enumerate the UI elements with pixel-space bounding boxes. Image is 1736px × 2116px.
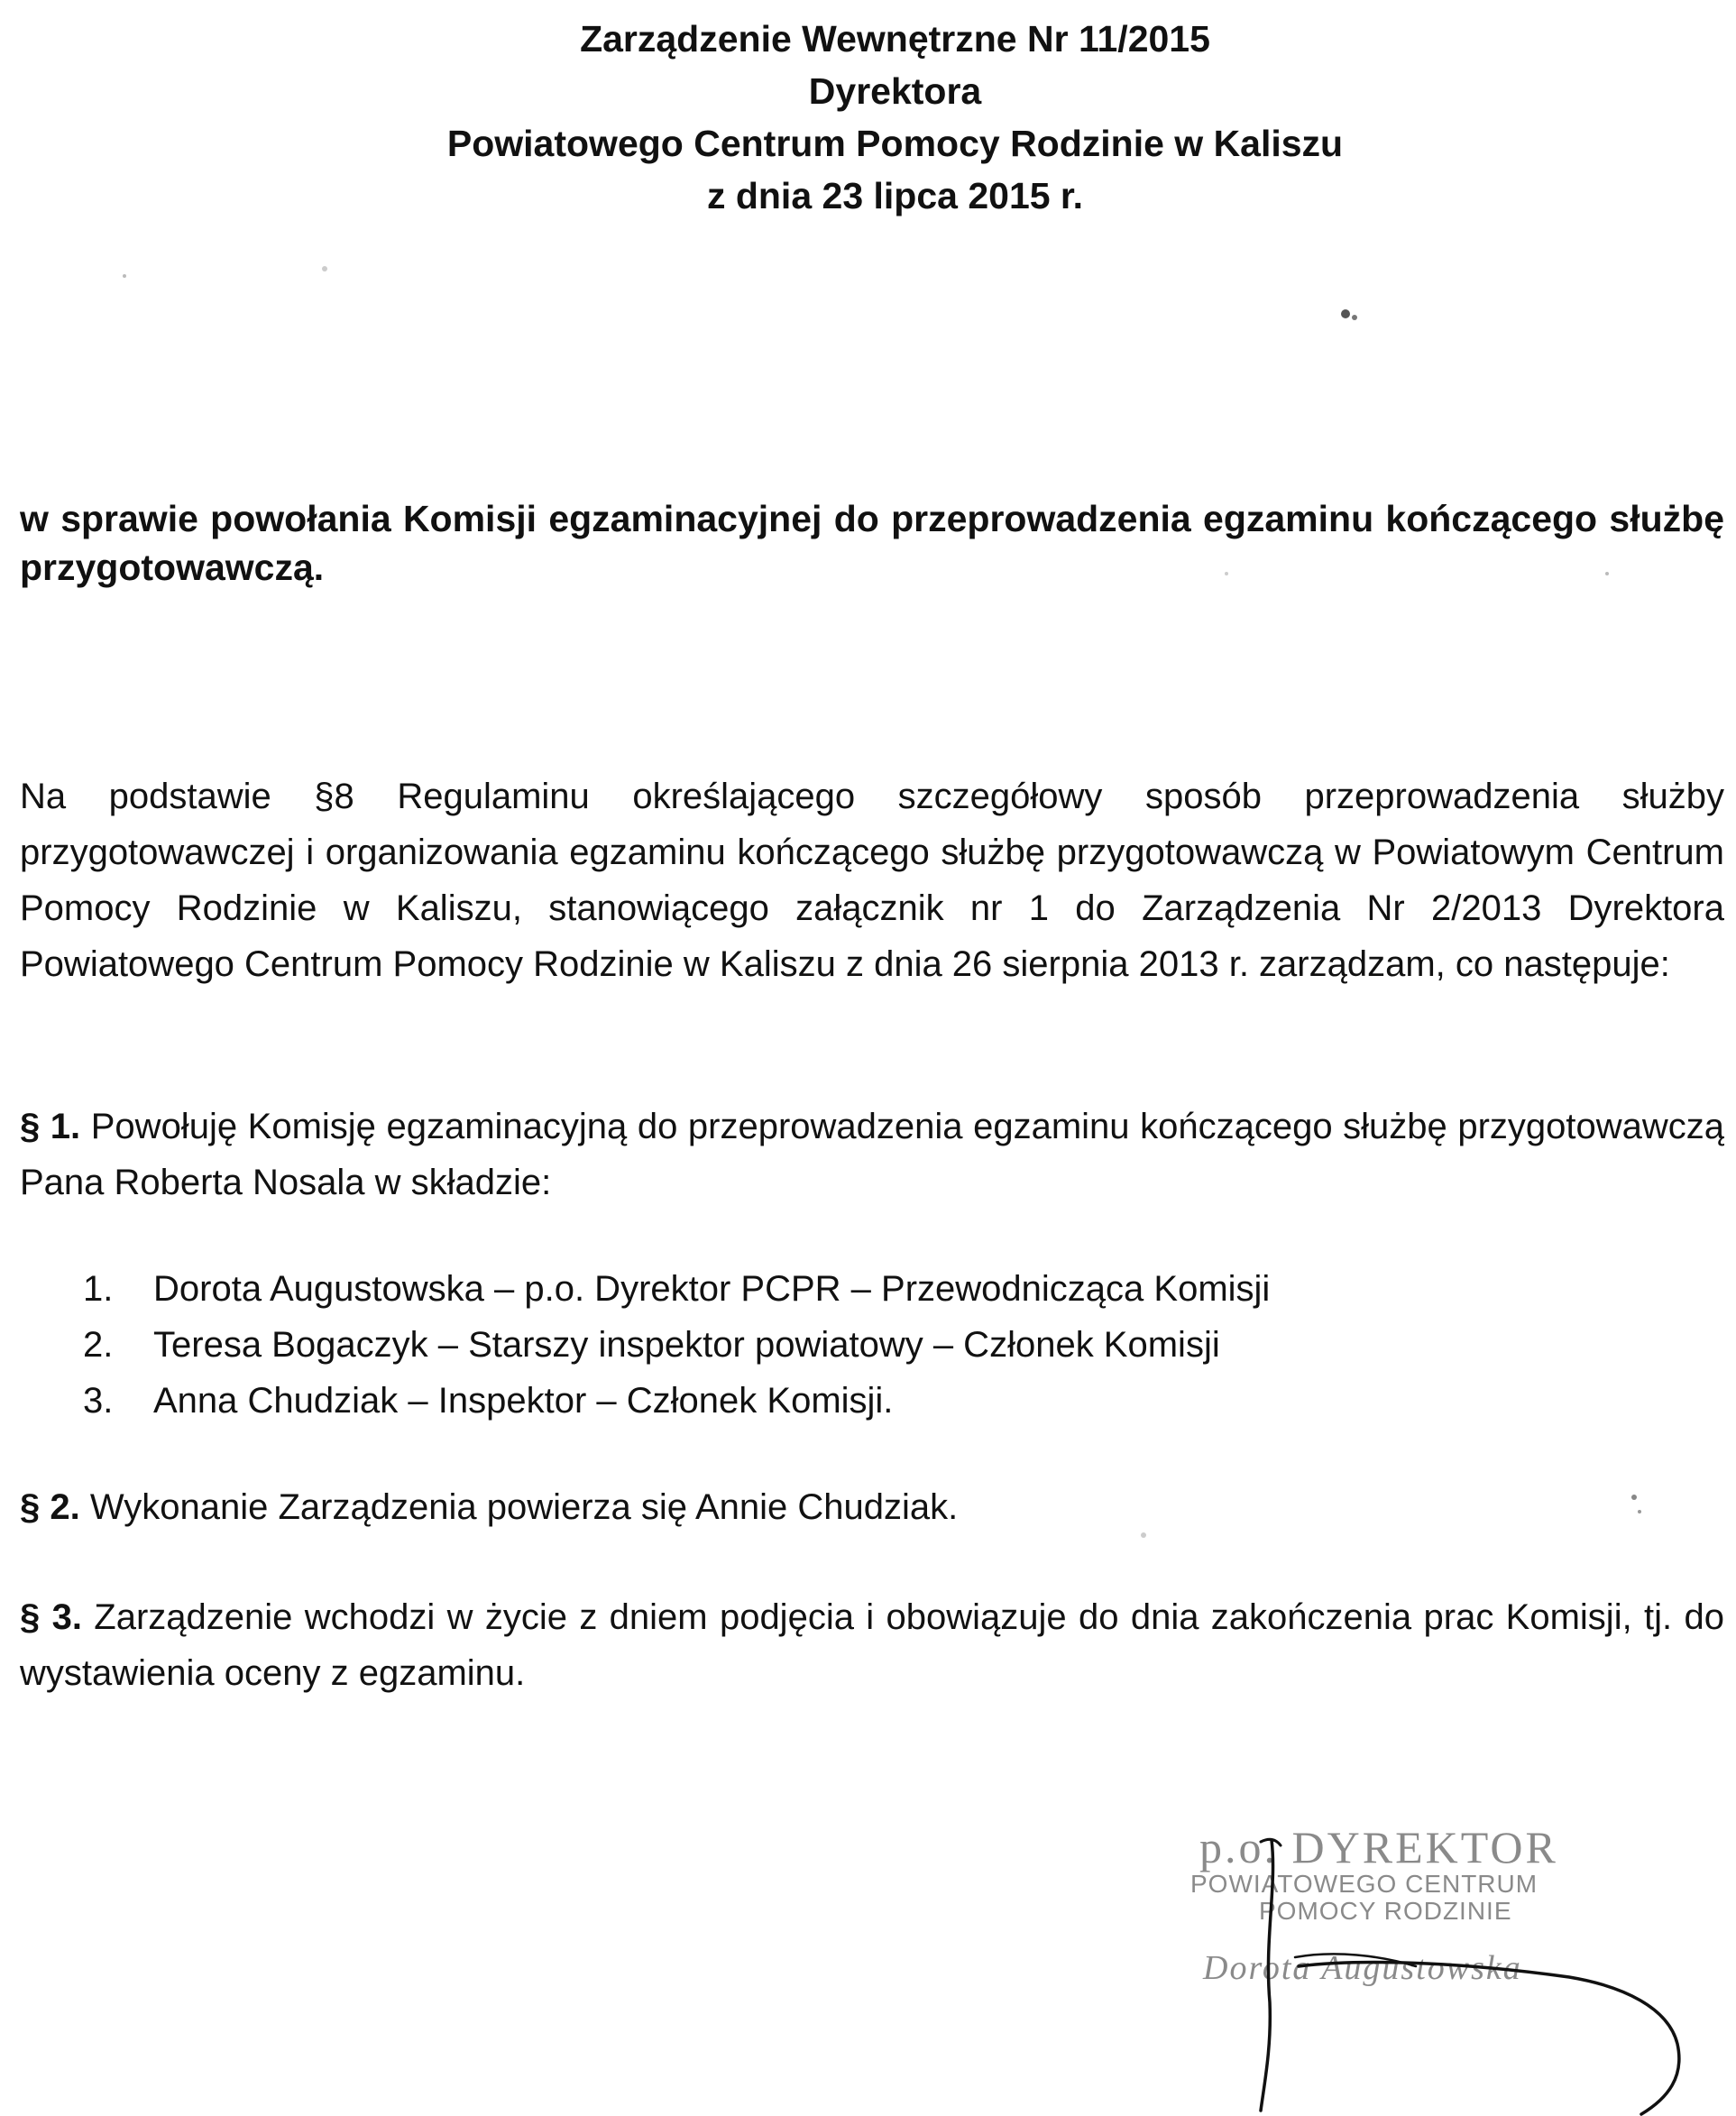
section-2 <box>20 1479 1724 1535</box>
section-1-text: Powołuję Komisję egzaminacyjną do przeprowadzenia egzaminu kończącego służbę przygotowawczą Pana Roberta Nosala w składzie: <box>20 1107 1725 1202</box>
legal-basis-paragraph: Na podstawie §8 Regulaminu określającego szczegółowy sposób przeprowadzenia służby przygotowawczej i organizowania egzaminu kończącego służbę przygotowawczą w Powiatowym Centrum Pomocy Rodzinie w Kaliszu, stanowiącego załącznik nr 1 do Zarządzenia Nr 2/2013 Dyrektora Powiatowego Centrum Pomocy Rodzinie w Kaliszu z dnia 26 sierpnia 2013 r. zarządzam, co następuje: <box>20 777 1724 984</box>
document-title: Zarządzenie Wewnętrzne Nr 11/2015 <box>580 18 1210 60</box>
section-3-text: Zarządzenie wchodzi w życie z dniem podjęcia i obowiązuje do dnia zakończenia prac Komisji, tj. do wystawienia oceny z egzaminu. <box>20 1597 1724 1693</box>
list-item <box>83 1373 1270 1429</box>
list-item <box>83 1317 1270 1373</box>
section-2-number: § 2. <box>20 1487 80 1527</box>
list-item-text: Dorota Augustowska – p.o. Dyrektor PCPR – Przewodnicząca Komisji <box>153 1269 1271 1309</box>
section-3 <box>20 1589 1724 1701</box>
handwritten-signature <box>1245 1831 1736 2116</box>
document-subject: w sprawie powołania Komisji egzaminacyjnej do przeprowadzenia egzaminu kończącego służbę przygotowawczą. <box>20 498 1724 588</box>
stamp-institution-line2: POMOCY RODZINIE <box>1259 1897 1512 1925</box>
document-date: z dnia 23 lipca 2015 r. <box>706 175 1084 216</box>
stamp-institution-line1: POWIATOWEGO CENTRUM <box>1190 1870 1539 1898</box>
list-item <box>83 1261 1270 1317</box>
section-1-number: § 1. <box>20 1107 81 1146</box>
section-2-text: Wykonanie Zarządzenia powierza się Annie Chudziak. <box>89 1487 959 1527</box>
section-1 <box>20 1099 1724 1210</box>
stamp-name: Dorota Augustowska <box>1203 1949 1522 1987</box>
stamp-title: p.o. DYREKTOR <box>1199 1822 1558 1872</box>
list-item-index: 1. <box>83 1269 114 1309</box>
list-item-index: 2. <box>83 1325 114 1365</box>
issuer-institution: Powiatowego Centrum Pomocy Rodzinie w Kaliszu <box>446 123 1344 164</box>
issuer-role: Dyrektora <box>808 70 982 112</box>
section-3-number: § 3. <box>20 1597 82 1637</box>
list-item-text: Anna Chudziak – Inspektor – Członek Komisji. <box>153 1381 894 1421</box>
committee-members-list <box>83 1261 1270 1429</box>
list-item-text: Teresa Bogaczyk – Starszy inspektor powiatowy – Członek Komisji <box>153 1325 1220 1365</box>
list-item-index: 3. <box>83 1381 114 1421</box>
document-header <box>0 13 1736 222</box>
